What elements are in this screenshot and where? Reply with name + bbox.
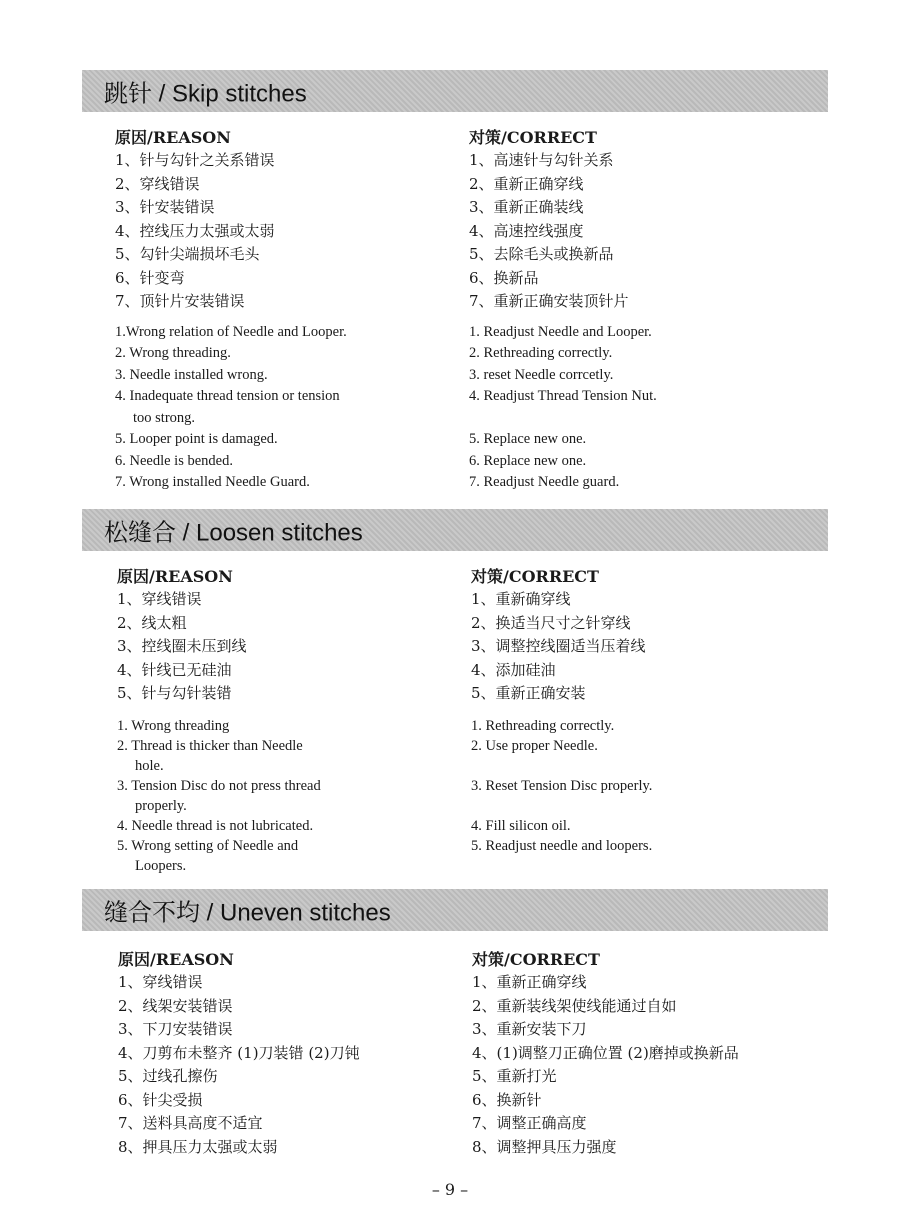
list-item: 7、重新正确安装顶针片 [469,292,629,310]
list-item: 2、穿线错误 [115,174,200,193]
list-item: 3. Reset Tension Disc properly. [471,777,653,794]
list-item: 8、调整押具压力强度 [472,1137,617,1156]
correct-column [471,565,652,856]
list-item: 3. Tension Disc do not press thread [117,777,321,794]
reason-column [115,126,347,494]
list-item: 7、顶针片安装错误 [115,292,245,310]
list-item: 5. Wrong setting of Needle and [117,837,299,854]
list-item: 2. Use proper Needle. [471,737,598,754]
list-item: 4、(1)调整刀正确位置 (2)磨掉或换新品 [472,1043,739,1062]
reason-header: 原因/REASON [115,128,231,147]
reason-header: 原因/REASON [118,950,234,969]
list-item: 2、线架安装错误 [118,996,233,1015]
list-item: 3、重新正确装线 [469,198,584,216]
list-item: 6、针变弯 [115,268,185,287]
list-item: 4、控线压力太强或太弱 [115,221,275,240]
list-item: 5、重新打光 [472,1067,557,1085]
list-item: 1、穿线错误 [117,590,202,608]
list-item: hole. [135,757,164,774]
section-header-uneven-stitches [82,889,828,931]
section-header-loosen-stitches [82,509,828,551]
list-item: Loopers. [135,857,187,874]
reason-column [117,565,321,876]
correct-column [472,948,739,1159]
list-item: 7、调整正确高度 [472,1114,587,1132]
list-item: 7. Readjust Needle guard. [469,474,620,490]
list-item: 4、刀剪布未整齐 (1)刀装错 (2)刀钝 [118,1043,360,1062]
list-item: 4、高速控线强度 [469,221,584,240]
list-item: 7. Wrong installed Needle Guard. [115,474,310,490]
section-title: 跳针 / Skip stitches [104,80,307,108]
list-item: 3、下刀安装错误 [118,1020,233,1038]
list-item: 3、针安装错误 [115,198,215,216]
list-item: 5. Looper point is damaged. [115,431,278,447]
section-title: 松缝合 / Loosen stitches [104,519,363,547]
list-item: 2、重新正确穿线 [469,174,584,193]
list-item: 1. Rethreading correctly. [471,717,615,734]
list-item: 8、押具压力太强或太弱 [118,1137,278,1156]
list-item: 1、重新确穿线 [471,590,571,608]
list-item: too strong. [133,409,196,426]
list-item: 5、过线孔擦伤 [118,1067,218,1085]
list-item: 6、换新品 [469,268,539,287]
list-item: 4、添加硅油 [471,660,556,679]
correct-header: 对策/CORRECT [472,950,600,969]
list-item: 4、针线已无硅油 [117,660,232,679]
list-item: 6、针尖受损 [118,1090,203,1109]
section-title: 缝合不均 / Uneven stitches [104,899,391,927]
list-item: 2. Thread is thicker than Needle [117,737,303,754]
list-item: 4. Needle thread is not lubricated. [117,817,314,834]
correct-column [469,126,657,494]
reason-header: 原因/REASON [117,567,233,586]
list-item: 5、重新正确安装 [471,684,586,702]
list-item: 3. Needle installed wrong. [115,366,268,383]
list-item: 1. Readjust Needle and Looper. [469,323,652,340]
section-header-skip-stitches [82,70,828,112]
list-item: 3、重新安装下刀 [472,1020,587,1038]
list-item: 5、去除毛头或换新品 [469,245,614,263]
list-item: properly. [135,797,187,814]
list-item: 2、换适当尺寸之针穿线 [471,613,631,632]
list-item: 4. Fill silicon oil. [471,817,571,834]
list-item: 1、高速针与勾针关系 [469,151,614,169]
list-item: 1. Wrong threading [117,717,230,734]
list-item: 1、重新正确穿线 [472,973,587,991]
list-item: 5. Replace new one. [469,431,587,447]
list-item: 4. Readjust Thread Tension Nut. [469,388,657,404]
list-item: 2. Wrong threading. [115,345,231,361]
list-item: 5、勾针尖端损坏毛头 [115,245,260,263]
list-item: 6. Replace new one. [469,452,587,469]
list-item: 2. Rethreading correctly. [469,345,613,361]
correct-header: 对策/CORRECT [471,567,599,586]
list-item: 6、换新针 [472,1090,542,1109]
list-item: 5. Readjust needle and loopers. [471,837,653,854]
list-item: 1、针与勾针之关系错误 [115,151,275,169]
list-item: 3. reset Needle corrcetly. [469,366,614,383]
list-item: 1、穿线错误 [118,973,203,991]
correct-header: 对策/CORRECT [469,128,597,147]
list-item: 4. Inadequate thread tension or tension [115,388,340,404]
list-item: 1.Wrong relation of Needle and Looper. [115,323,347,340]
list-item: 2、线太粗 [117,613,187,632]
list-item: 7、送料具高度不适宜 [118,1114,263,1132]
list-item: 3、控线圈未压到线 [117,637,247,655]
reason-column [118,948,360,1159]
page-number: – 9 – [431,1180,469,1199]
list-item: 2、重新装线架使线能通过自如 [472,996,677,1015]
list-item: 3、调整控线圈适当压着线 [471,637,646,655]
list-item: 6. Needle is bended. [115,452,233,469]
list-item: 5、针与勾针装错 [117,684,232,702]
